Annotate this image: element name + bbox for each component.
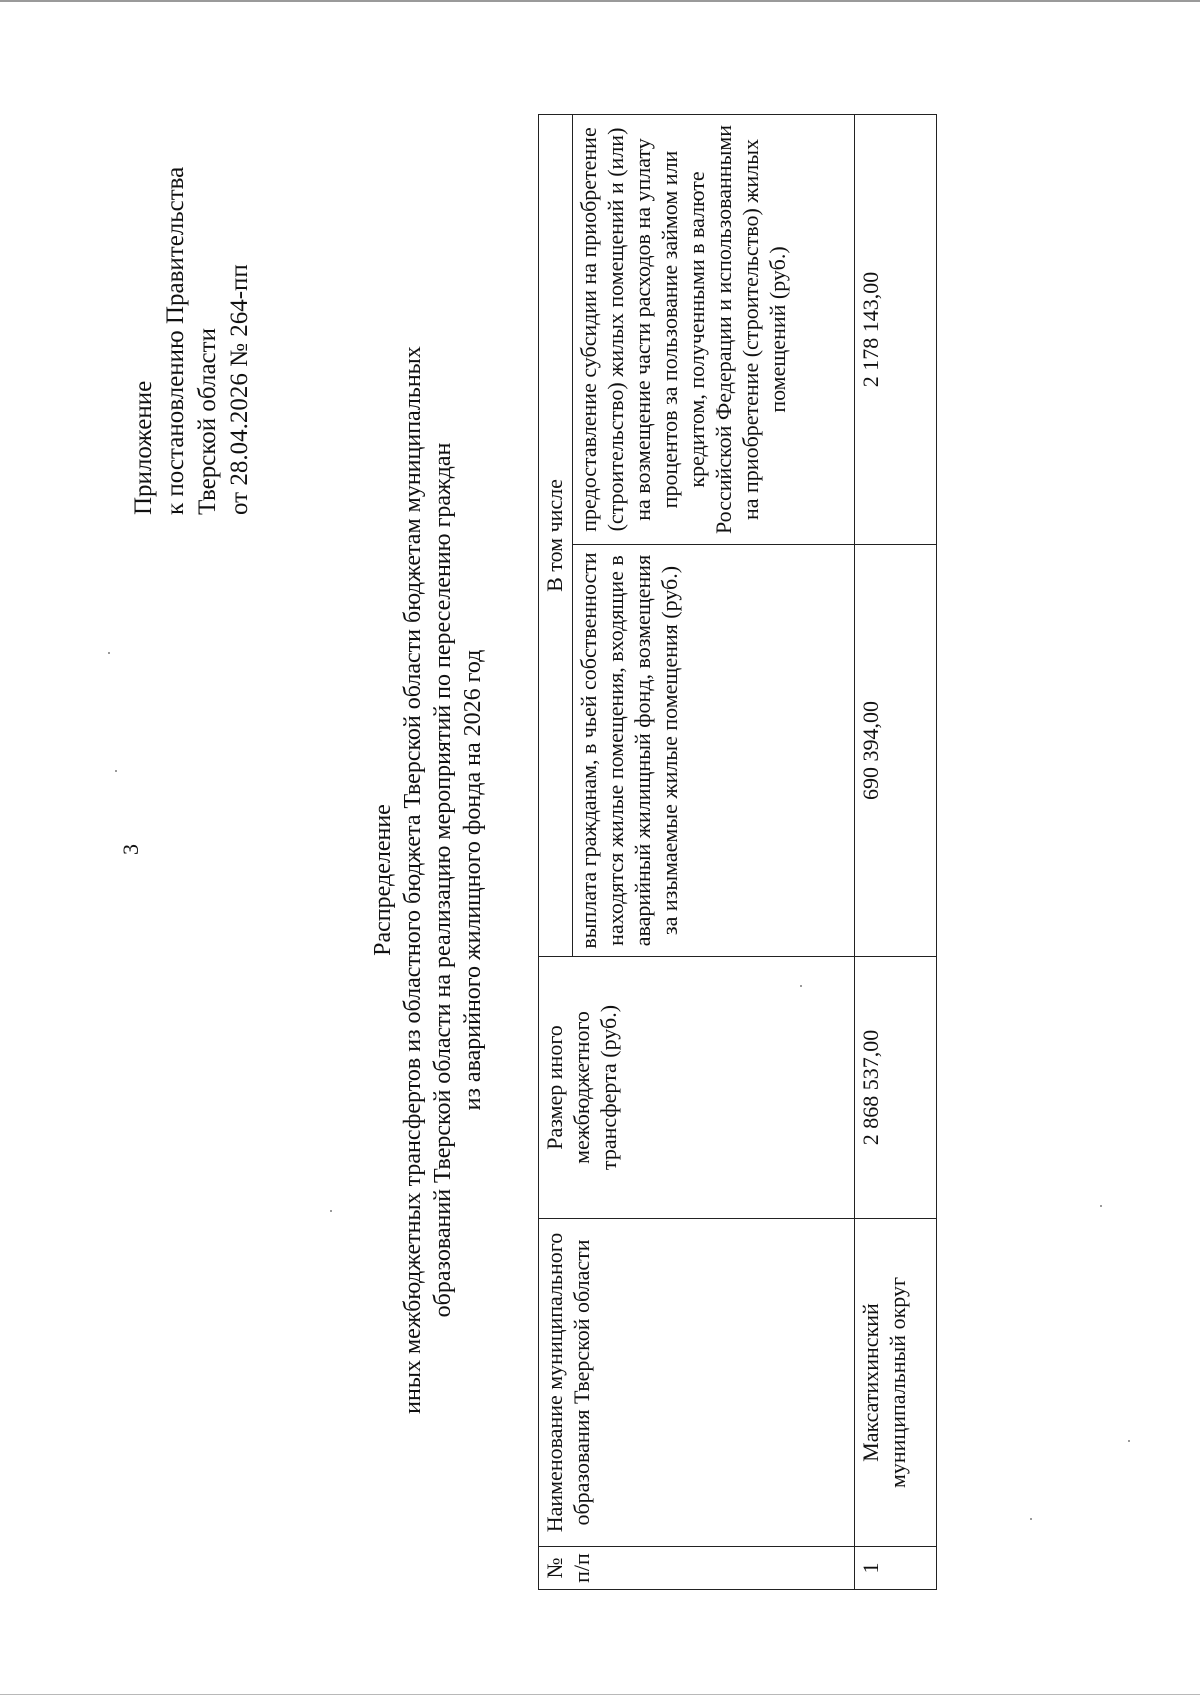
table-row [855, 114, 937, 1589]
header-subsidy: предоставление субсидии на приобретение (строительство) жилых помещений и (или) на возмещение части расходов на уплату процентов за пользование займом или кредитом, полученными в валюте Российской Федерации и использованными на приобретение (строительство) жилых помещений (руб.) [573, 114, 855, 544]
appendix-line: от 28.04.2026 № 264-пп [226, 264, 253, 515]
title-line: из аварийного жилищного фонда на 2026 год [460, 649, 486, 1111]
page-number: 3 [118, 844, 143, 855]
header-total: Размер иного межбюджетного трансферта (руб.) [539, 957, 855, 1219]
row-total: 2 868 537,00 [855, 957, 937, 1219]
title-line: образований Тверской области на реализацию мероприятий по переселению граждан [430, 442, 456, 1318]
title-line: Распределение [370, 804, 396, 956]
row-num: 1 [855, 1547, 937, 1590]
row-payment: 690 394,00 [855, 545, 937, 957]
appendix-line: к постановлению Правительства [162, 166, 189, 515]
title-line: иных межбюджетных трансфертов из областного бюджета Тверской области бюджетам муниципальных [400, 346, 426, 1414]
appendix-header [128, 35, 256, 515]
appendix-line: Приложение [130, 380, 157, 515]
distribution-table [538, 114, 937, 1590]
appendix-line: Тверской области [194, 328, 221, 515]
header-payment: выплата гражданам, в чьей собственности находятся жилые помещения, входящие в аварийный жилищный фонд, возмещения за изымаемые жилые помещения (руб.) [573, 545, 855, 957]
header-num: № п/п [539, 1547, 855, 1590]
row-name: Максатихинский муниципальный округ [855, 1219, 937, 1547]
header-group: В том числе [539, 114, 573, 956]
header-name: Наименование муниципального образования Тверской области [539, 1219, 855, 1547]
document-title [368, 215, 488, 1545]
row-subsidy: 2 178 143,00 [855, 114, 937, 544]
